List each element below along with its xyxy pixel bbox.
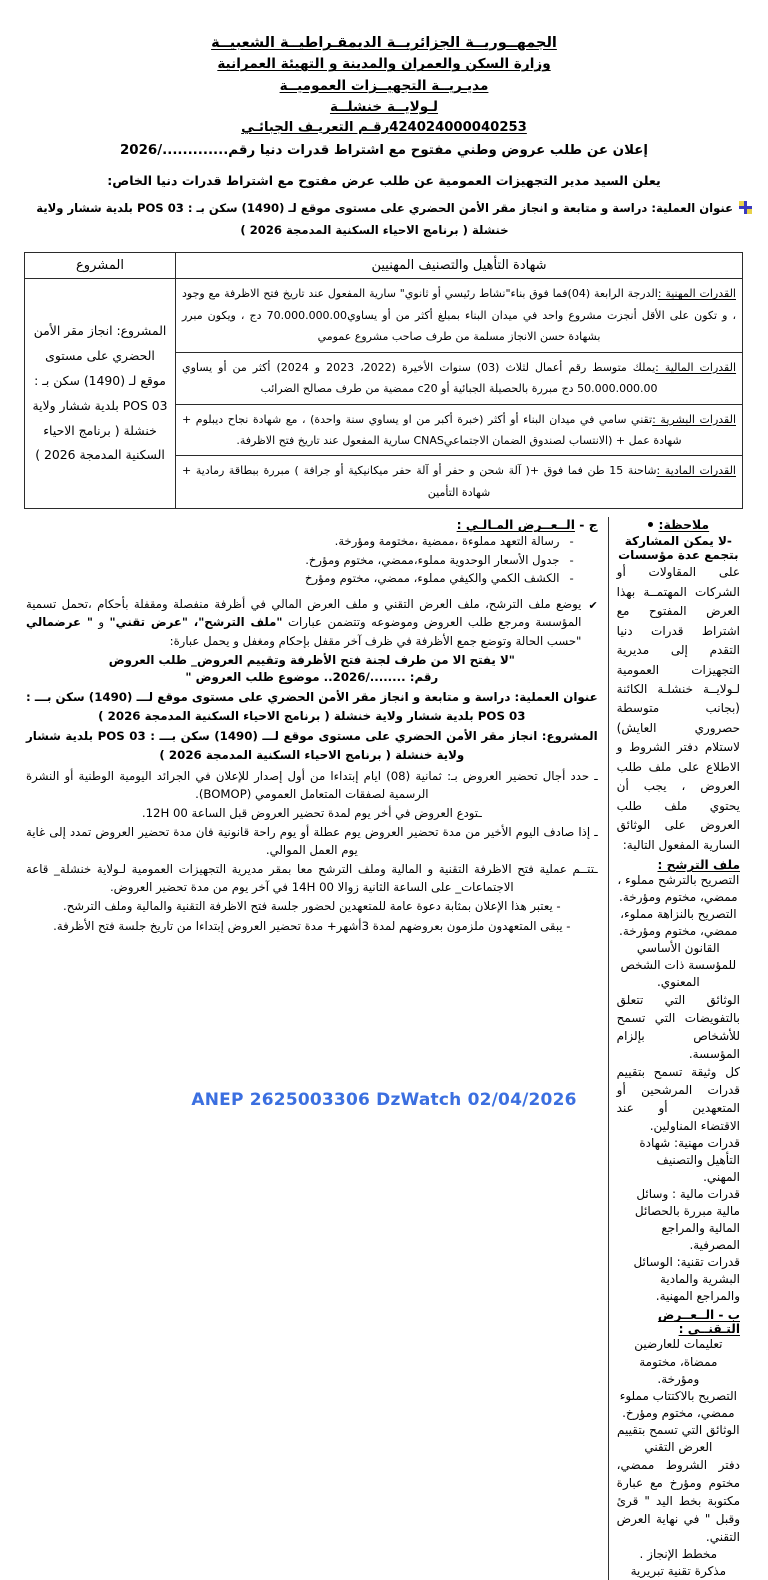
- envelope-mid: و: [92, 615, 110, 630]
- header-directorate-text: مديـريــة التجهيــزات العموميــة: [279, 77, 489, 94]
- notes-column: [608, 517, 744, 1579]
- list-item: دفتر الشروط ممضي، مختوم ومؤرخ مع عبارة مكتوبة بخط اليد " قرئ وقبل " في نهاية العرض التقني.: [616, 1457, 740, 1544]
- cell-human-capacity: [176, 404, 743, 456]
- note-heading-text: ملاحظة:: [658, 517, 710, 533]
- cell-professional-capacity: [176, 279, 743, 352]
- list-item: [26, 533, 598, 550]
- table-header-project: المشروع: [25, 253, 176, 279]
- table-header-row: [25, 253, 743, 279]
- intro-section: [0, 172, 768, 240]
- cell-material-capacity: [176, 456, 743, 509]
- deadline-bullets: [26, 767, 598, 935]
- table-header-qualification: شهادة التأهيل والتصنيف المهنيين: [176, 253, 743, 279]
- envelope-quote-line-2: رقم: ......../2026.. موضوع طلب العروض ": [185, 670, 439, 685]
- financial-title-prefix: ج -: [574, 517, 598, 533]
- requirements-table: [24, 252, 743, 509]
- financial-item-text: جدول الأسعار الوحدوية مملوء،ممضي، مختوم ومؤرخ.: [305, 552, 560, 567]
- list-item: قدرات مالية : وسائل مالية مبررة بالحصائل المالية والمراجع المصرفية.: [634, 1187, 740, 1253]
- envelope-bold-2: " عرضمالي: [26, 615, 93, 630]
- operation-line-1: دراسة و متابعة و انجاز مقر الأمن الحضري على مستوى موقع لـ (1490) سكن بـ : POS 03 بلدية ششار ولاية: [36, 200, 648, 215]
- technical-items-list: [617, 1336, 740, 1579]
- list-item: الوثائق التي تتعلق بالتفويضات التي تسمح للأشخاص بإلزام المؤسسة.: [616, 993, 740, 1062]
- text-material-capacity: شاحنة 15 طن فما فوق +( آلة شحن و حفر أو آلة حفر ميكانيكية أو جرافة ) مبررة ببطاقة رمادية + شهادة التأمين: [182, 464, 657, 499]
- bottom-columns: [24, 517, 744, 1579]
- text-professional-capacity: الدرجة الرابعة (04)فما فوق بناء"نشاط رئيسي أو ثانوي" سارية المفعول عند تاريخ فتح الاظرفة مع وجود ، و تكون على الأقل أنجزت مشروع واحد في ميدان البناء بمبلغ أكثر من أو يساوي70.000.000.00 دج ، ويكون مبرر بشهادة حسن الانجاز مسلمة من طرف صاحب مشروع عمومي: [182, 287, 736, 344]
- label-professional-capacity: القدرات المهنية :: [657, 287, 736, 301]
- operation-title-row: [16, 198, 752, 241]
- label-material-capacity: القدرات المادية :: [656, 464, 736, 478]
- candidacy-items-list: [617, 872, 740, 1306]
- list-item: الوثائق التي تسمح بتقييم العرض التقني: [617, 1422, 740, 1454]
- header-tax-id-value: 424024000040253: [389, 119, 527, 135]
- anep-footer: ANEP 2625003306 DzWatch 02/04/2026: [191, 1090, 577, 1110]
- list-item: [26, 570, 598, 587]
- list-item: التصريح بالنزاهة مملوء، ممضي، مختوم ومؤرخة.: [619, 907, 738, 939]
- document-header: [0, 0, 768, 162]
- list-item: ـ حدد أجال تحضير العروض بـ: ثمانية (08) ايام إبتداءا من أول إصدار للإعلان في الجرائد اليومية الوطنية أو النشرة الرسمية لصفقات المتعامل العمومي (BOMOP).: [26, 768, 598, 801]
- list-item: ـتودع العروض في أخر يوم لمدة تحضير العروض قبل الساعة 12H 00.: [141, 805, 482, 820]
- header-announcement-text: إعلان عن طلب عروض وطني مفتوح مع اشتراط قدرات دنيا رقم............./2026: [119, 143, 649, 159]
- list-item: كل وثيقة تسمح بتقييم قدرات المرشحين أو المتعهدين أو عند الاقتضاء المناولين.: [616, 1065, 740, 1134]
- envelope-text-2: "حسب الحالة وتوضع جمع الأظرفة في ظرف آخر مقفل بإحكام ومغفل و يحمل عبارة:: [169, 634, 582, 648]
- envelope-quote: [26, 652, 598, 687]
- list-item: التصريح بالترشح مملوء ، ممضي، مختوم ومؤرخة.: [617, 872, 740, 904]
- list-item: التصريح بالاكتتاب مملوء ممضي، مختوم ومؤرخ.: [619, 1388, 737, 1420]
- list-item: مخطط الإنجاز .: [639, 1546, 718, 1561]
- list-item: قدرات تقنية: الوسائل البشرية والمادية والمراجع المهنية.: [633, 1255, 740, 1304]
- financial-item-text: الكشف الكمي والكيفي مملوء، ممضي، مختوم ومؤرخ: [305, 571, 560, 586]
- list-item: قدرات مهنية: شهادة التأهيل والتصنيف المهني.: [639, 1136, 740, 1185]
- cell-financial-capacity: [176, 352, 743, 404]
- note-paragraph: على المقاولات أو الشركات المهتمــة بهذا العرض المفتوح مع اشتراط قدرات دنيا التقدم إلى مديرية التجهيزات العمومية لـولايــة خنشلـة الكائنة (بجانب متوسطة حصروري العايش) لاستلام دفتر الشروط و الاطلاع على ملف طلب العروض ، يجب أن يحتوي ملف طلب العروض على الوثائق السارية المفعول التالية:: [616, 565, 740, 852]
- operation-title-text: [16, 198, 733, 241]
- label-human-capacity: القدرات البشرية :: [652, 412, 736, 426]
- financial-offer-title: [26, 517, 598, 532]
- operation-line-2: خنشلة ( برنامج الاحياء السكنية المدمجة 2026 ): [240, 223, 509, 238]
- header-republic-text: الجمهــوريــة الجزائريــة الديمقـراطيــة الشعبيــة: [211, 35, 557, 51]
- dash-marker-icon: -: [569, 534, 574, 549]
- header-announcement-title: [0, 141, 768, 162]
- envelope-quote-line-1: "لا يفتح الا من طرف لجنة فتح الأظرفة وتقييم العروض_ طلب العروض: [108, 652, 515, 667]
- header-directorate-line: [0, 76, 768, 97]
- dash-marker-icon: -: [569, 571, 574, 586]
- financial-item-text: رسالة التعهد مملوءة ،ممضية ،مختومة ومؤرخة.: [334, 534, 560, 549]
- dash-marker-icon: -: [569, 552, 574, 567]
- list-item: - يعتبر هذا الإعلان بمثابة دعوة عامة للمتعهدين لحضور جلسة فتح الاظرفة التقنية والمالية وملف الترشح.: [63, 899, 561, 914]
- intro-lead-text: يعلن السيد مدير التجهيزات العمومية عن طلب عرض مفتوح مع اشتراط قدرات دنيا الخاص:: [107, 172, 661, 188]
- technical-offer-title: ب - الــعــرض التـقنــي :: [657, 1308, 740, 1337]
- header-republic-line: [0, 32, 768, 54]
- envelope-instructions-body: [26, 595, 581, 651]
- envelope-bold-1: "ملف الترشح"، "عرض تقني": [109, 615, 283, 630]
- list-item: القانون الأساسي للمؤسسة ذات الشخص المعنوي.: [620, 941, 737, 990]
- header-ministry-line: [0, 54, 768, 75]
- operation-label: عنوان العملية:: [651, 200, 733, 215]
- list-item: ـتتــم عملية فتح الاظرفة التقنية و المالية وملف الترشح معا بمقر مديرية التجهيزات العمومية لـولاية خنشلة_ قاعة الاجتماعات_ على الساعة الثانية زوالا 14H 00 في آخر يوم من مدة تحضير العروض.: [26, 862, 598, 895]
- note-subtitle: -لا يمكن المشاركة بتجمع عدة مؤسسات: [618, 534, 739, 563]
- list-item: مذكرة تقنية تبريرية: [630, 1563, 727, 1578]
- bullet-dot-icon: [648, 522, 653, 527]
- header-tax-id-line: [0, 118, 768, 138]
- financial-column: [24, 517, 608, 1579]
- label-financial-capacity: القدرات المالية :: [655, 360, 737, 374]
- financial-title-text: الــعــرض المـالـي :: [456, 517, 575, 533]
- text-financial-capacity: يملك متوسط رقم أعمال لثلاث (03) سنوات الأخيرة (2022، 2023 و 2024) أكثر من أو يساوي 50.000.000.00 دج مبررة بالحصيلة الجبائية أو c20 ممضية من طرف مصالح الضرائب: [182, 360, 658, 396]
- envelope-text-1: يوضع ملف الترشح، ملف العرض التقني و ملف العرض المالي في أظرفة منفصلة ومقفلة بأحكام ،تحمل تسمية المؤسسة ومرجع طلب العروض وموضوعه وتتضمن عبارات: [26, 596, 582, 630]
- requirements-table-wrap: [24, 252, 743, 509]
- candidacy-file-title: ملف الترشح :: [657, 857, 740, 872]
- cell-project-description: المشروع: انجاز مقر الأمن الحضري على مستوى موقع لـ (1490) سكن بـ : POS 03 بلدية ششار ولاية خنشلة ( برنامج الاحياء السكنية المدمجة 2026 ): [25, 279, 176, 509]
- envelope-instructions: [26, 595, 598, 651]
- list-item: [26, 552, 598, 569]
- list-item: تعليمات للعارضين ممضاة، مختومة ومؤرخة.: [634, 1337, 723, 1386]
- list-item: - يبقى المتعهدون ملزمون بعروضهم لمدة 3أشهر+ مدة تحضير العروض إبتداءا من تاريخ جلسة فتح الأظرفة.: [53, 918, 571, 933]
- header-ministry-text: وزارة السكن والعمران والمدينة و التهيئة العمرانية: [217, 56, 551, 73]
- table-row: [25, 279, 743, 352]
- note-heading: [617, 517, 740, 532]
- checkmark-icon: ✔: [588, 598, 598, 612]
- text-human-capacity: تقني سامي في ميدان البناء أو أكثر (خبرة أكبر من او يساوي سنة واحدة) ، مع شهادة نجاح ديبلوم + شهادة عمل + (الانتساب لصندوق الضمان الاجتماعيCNAS سارية المفعول عند تاريخ فتح الاظرفة.: [182, 412, 682, 447]
- list-item: ـ إذا صادف اليوم الأخير من مدة تحضير العروض يوم عطلة أو يوم راحة قانونية فان مدة تحضير العروض تمدد إلى غاية يوم العمل الموالي.: [26, 824, 598, 858]
- financial-operation-title: عنوان العملية: دراسة و متابعة و انجاز مقر الأمن الحضري على مستوى موقع لـــ (1490) سكن بـــ : POS 03 بلدية ششار ولاية خنشلة ( برنامج الاحياء السكنية المدمجة 2026 ): [26, 690, 598, 723]
- header-wilaya-line: [0, 97, 768, 118]
- financial-project-title: المشروع: انجاز مقر الأمن الحضري على مستوى موقع لـــ (1490) سكن بـــ : POS 03 بلدية ششار ولاية خنشلة ( برنامج الاحياء السكنية المدمجة 2026 ): [26, 728, 598, 762]
- cross-marker-icon: [739, 201, 752, 214]
- header-tax-id-label: رقـم التعريـف الجبائـي: [241, 119, 390, 135]
- header-wilaya-text: لـولايــة خنشلــة: [329, 98, 439, 115]
